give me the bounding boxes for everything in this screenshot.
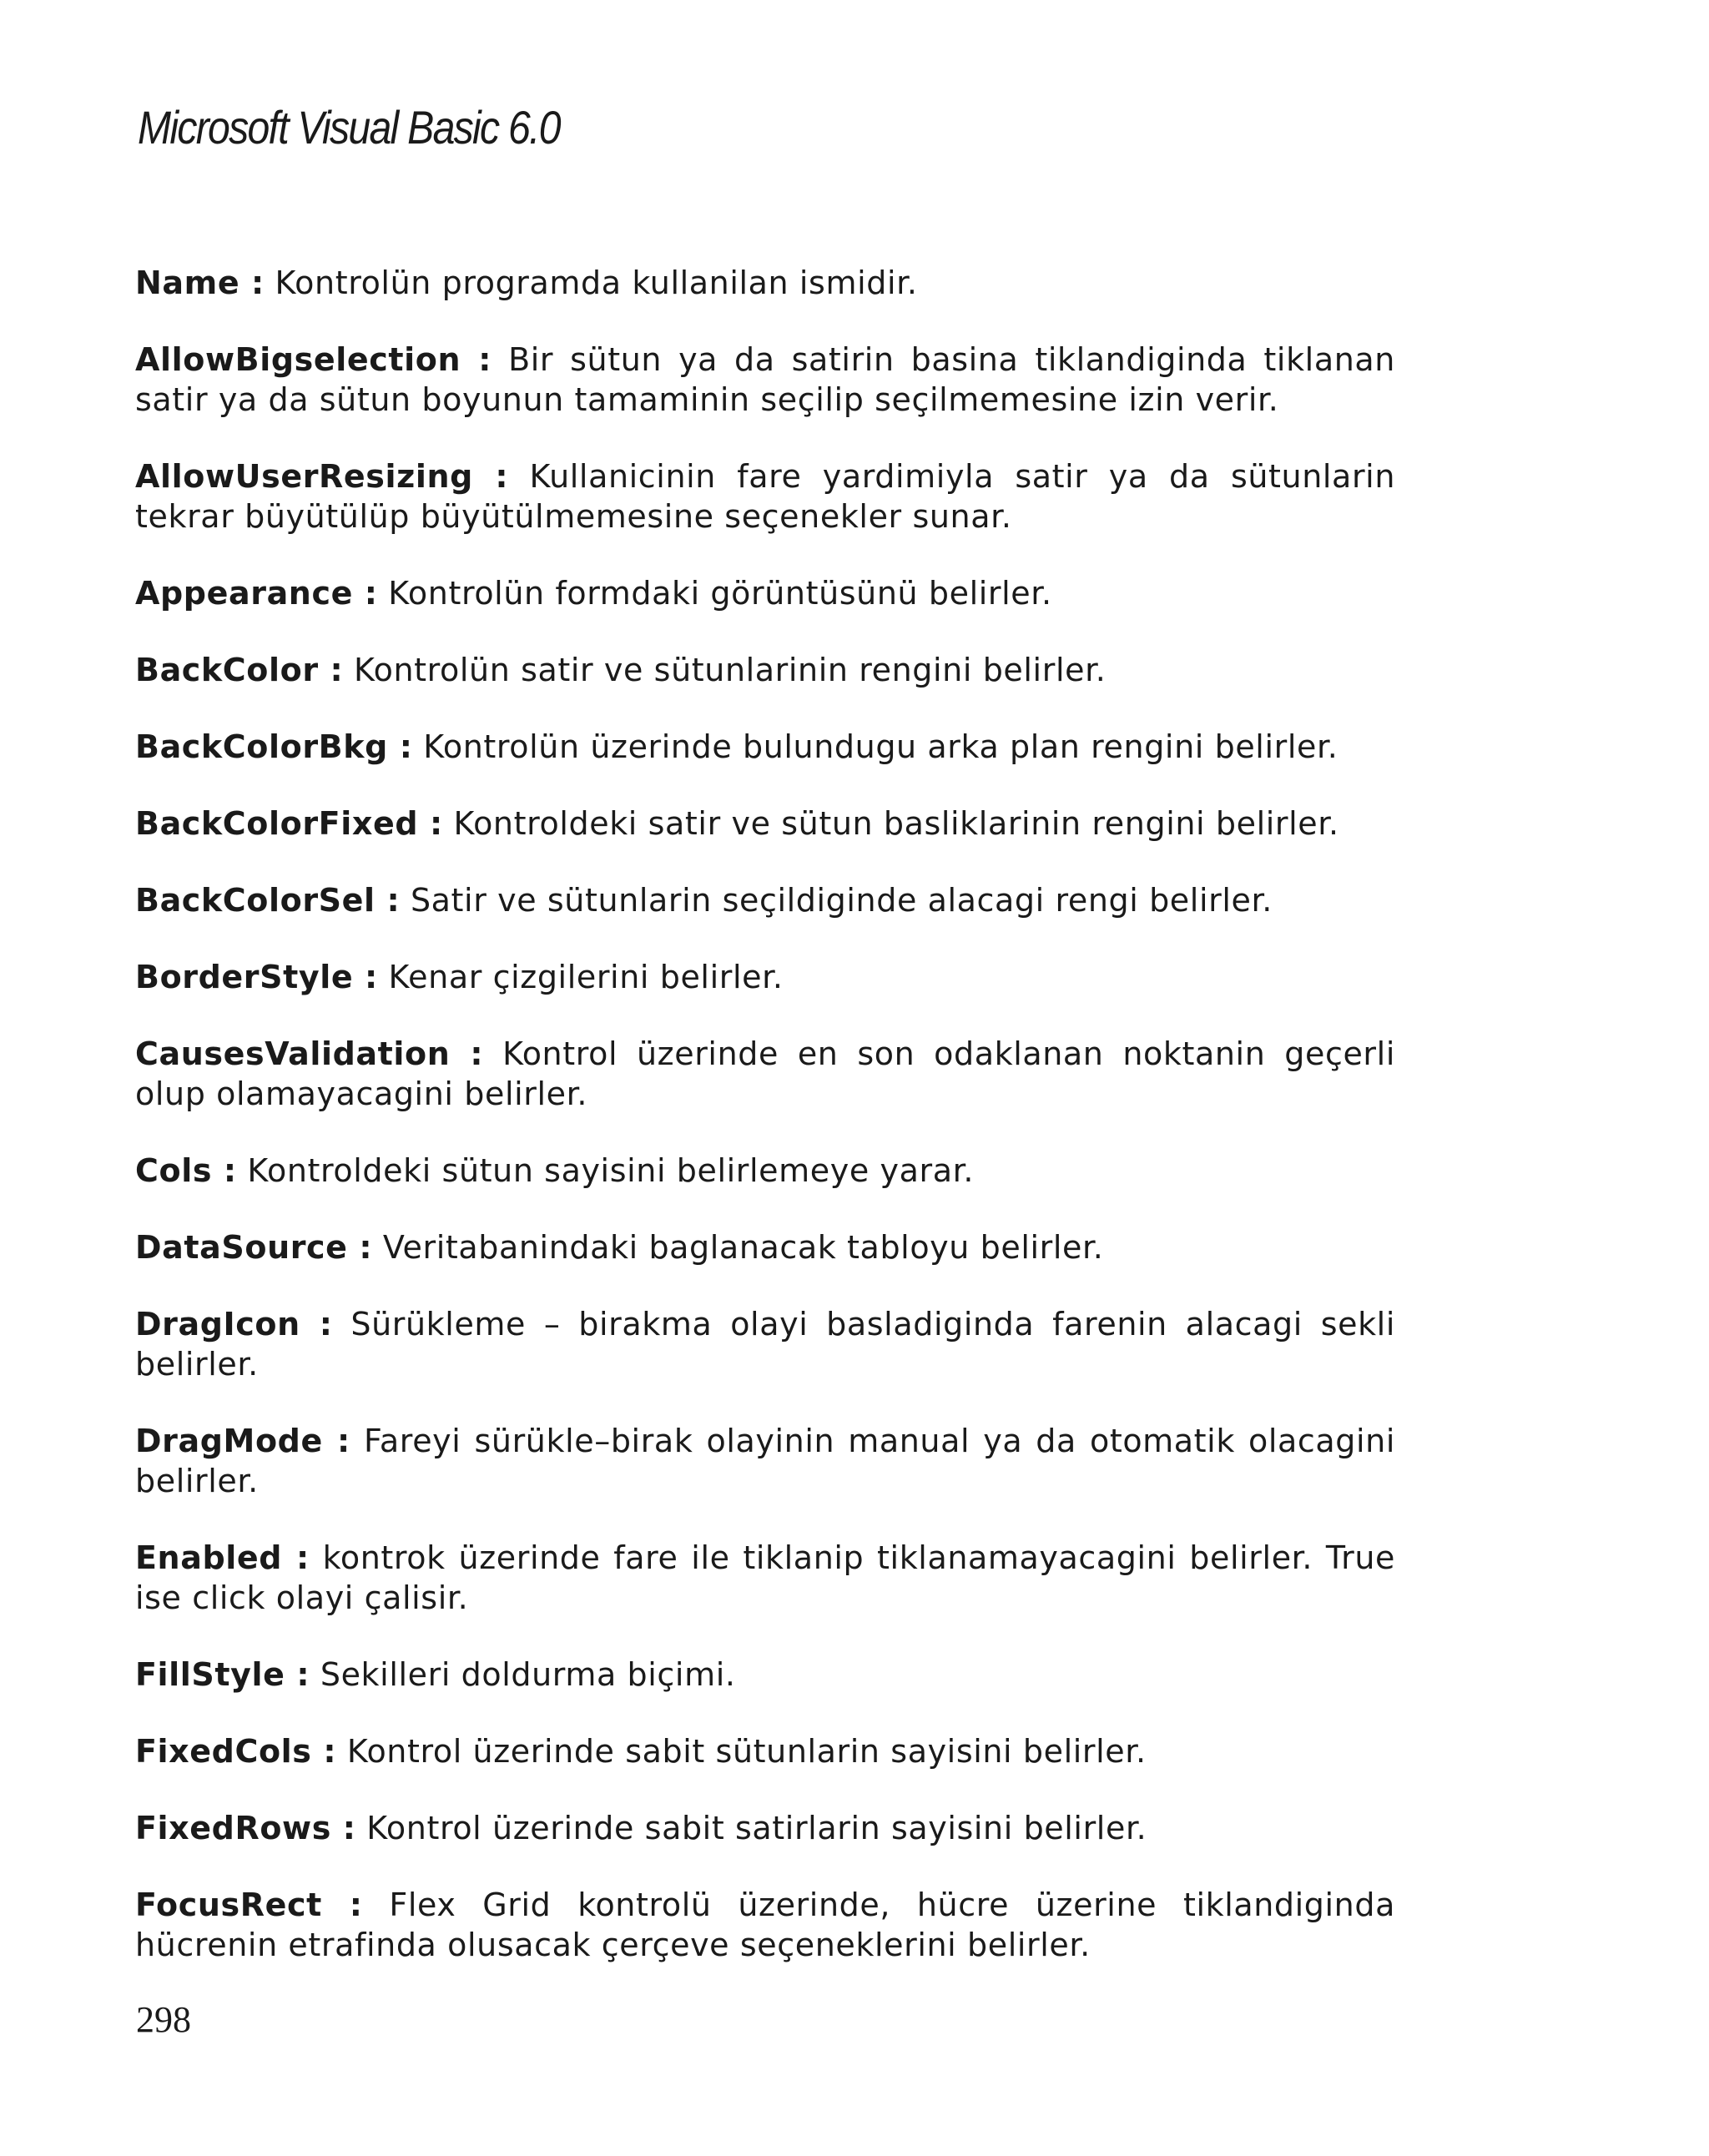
property-entry-enabled: [135, 1538, 1395, 1618]
property-term: DataSource :: [135, 1229, 373, 1266]
property-term: DragIcon :: [135, 1306, 333, 1342]
property-entry-dragicon: [135, 1304, 1395, 1384]
page-header-title: Microsoft Visual Basic 6.0: [138, 101, 560, 154]
property-entry-fixedrows: [135, 1808, 1395, 1848]
property-description: Kontrol üzerinde sabit satirlarin sayisini belirler.: [366, 1810, 1147, 1846]
property-description: Kontrolün formdaki görüntüsünü belirler.: [388, 575, 1052, 612]
property-term: FixedCols :: [135, 1733, 337, 1770]
property-term: AllowUserResizing :: [135, 458, 509, 495]
property-description: Kontrol üzerinde en son odaklanan noktanin geçerli olup olamayacagini belirler.: [135, 1035, 1395, 1112]
property-description: Kontrol üzerinde sabit sütunlarin sayisini belirler.: [346, 1733, 1147, 1770]
property-term: AllowBigselection :: [135, 341, 492, 378]
property-description: Kontrolün satir ve sütunlarinin rengini belirler.: [353, 652, 1107, 688]
property-entry-allowbigselection: [135, 340, 1395, 420]
property-term: Name :: [135, 264, 265, 301]
property-entry-fixedcols: [135, 1731, 1395, 1771]
property-description: Kullanicinin fare yardimiyla satir ya da sütunlarin tekrar büyütülüp büyütülmemesine seçenekler sunar.: [135, 458, 1396, 535]
property-description: Flex Grid kontrolü üzerinde, hücre üzerine tiklandiginda hücrenin etrafinda olusacak çerçeve seçeneklerini belirler.: [135, 1886, 1395, 1963]
property-description: kontrok üzerinde fare ile tiklanip tiklanamayacagini belirler. True ise click olayi çalisir.: [135, 1539, 1395, 1616]
property-term: Enabled :: [135, 1539, 310, 1576]
property-entry-fillstyle: [135, 1655, 1395, 1695]
property-description: Fareyi sürükle–birak olayinin manual ya da otomatik olacagini belirler.: [135, 1423, 1396, 1499]
page-number: 298: [136, 1999, 191, 2040]
property-description: Bir sütun ya da satirin basina tiklandiginda tiklanan satir ya da sütun boyunun tamaminin seçilip seçilmemesine izin verir.: [135, 341, 1395, 418]
property-list: [135, 263, 1395, 2002]
property-entry-borderstyle: [135, 957, 1395, 997]
property-description: Kontrolün programda kullanilan ismidir.: [275, 264, 918, 301]
property-description: Satir ve sütunlarin seçildiginde alacagi rengi belirler.: [410, 882, 1273, 919]
property-term: BackColorSel :: [135, 882, 401, 919]
property-term: FillStyle :: [135, 1656, 310, 1693]
property-entry-backcolor: [135, 650, 1395, 690]
property-description: Kontrolün üzerinde bulundugu arka plan rengini belirler.: [423, 728, 1338, 765]
property-entry-name: [135, 263, 1395, 303]
property-term: Cols :: [135, 1152, 237, 1189]
property-entry-cols: [135, 1151, 1395, 1191]
property-term: CausesValidation :: [135, 1035, 484, 1072]
property-entry-causesvalidation: [135, 1034, 1395, 1114]
property-description: Sürükleme – birakma olayi basladiginda farenin alacagi sekli belirler.: [135, 1306, 1395, 1383]
property-entry-allowuserresizing: [135, 456, 1395, 536]
property-description: Kenar çizgilerini belirler.: [388, 959, 784, 995]
property-entry-datasource: [135, 1227, 1395, 1267]
property-term: Appearance :: [135, 575, 378, 612]
property-term: BorderStyle :: [135, 959, 378, 995]
property-description: Sekilleri doldurma biçimi.: [320, 1656, 736, 1693]
property-term: DragMode :: [135, 1423, 350, 1459]
property-entry-dragmode: [135, 1421, 1395, 1501]
property-term: BackColorFixed :: [135, 805, 443, 842]
property-term: BackColor :: [135, 652, 344, 688]
property-description: Kontroldeki sütun sayisini belirlemeye yarar.: [247, 1152, 975, 1189]
property-entry-backcolorsel: [135, 880, 1395, 920]
property-term: FocusRect :: [135, 1886, 363, 1923]
property-entry-backcolorfixed: [135, 803, 1395, 844]
property-description: Veritabanindaki baglanacak tabloyu belirler.: [382, 1229, 1104, 1266]
property-entry-backcolorbkg: [135, 727, 1395, 767]
property-term: FixedRows :: [135, 1810, 356, 1846]
property-description: Kontroldeki satir ve sütun basliklarinin rengini belirler.: [453, 805, 1339, 842]
property-entry-focusrect: [135, 1885, 1395, 1965]
property-entry-appearance: [135, 573, 1395, 613]
property-term: BackColorBkg :: [135, 728, 413, 765]
